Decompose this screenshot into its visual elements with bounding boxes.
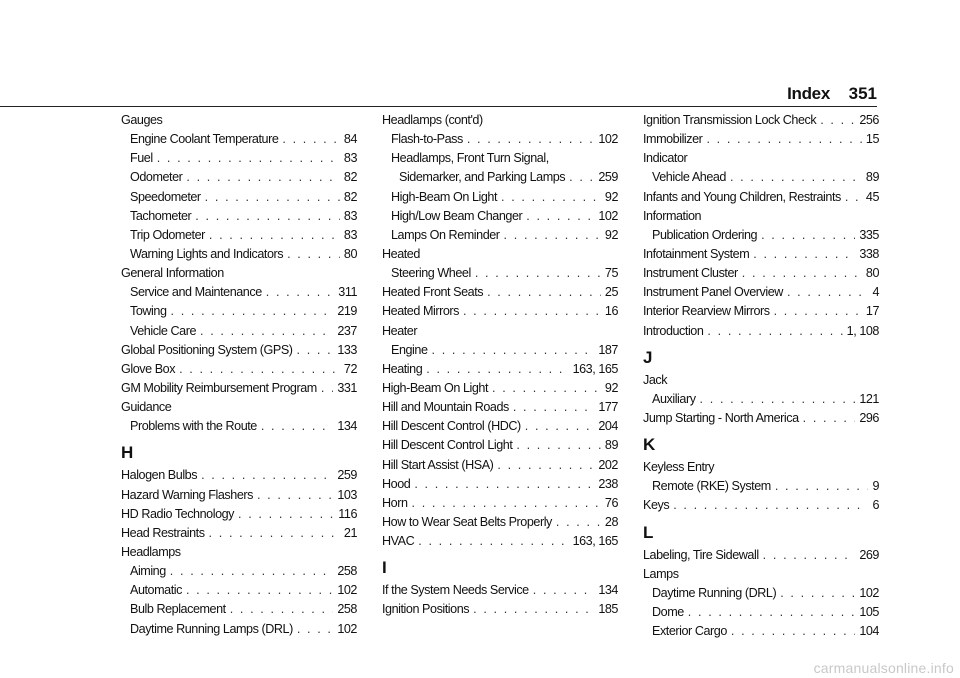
dot-leader	[569, 168, 594, 187]
dot-leader	[209, 524, 340, 543]
index-entry-text: Hill Descent Control (HDC)	[382, 419, 521, 434]
index-entry	[643, 149, 879, 168]
index-entry	[382, 532, 618, 551]
index-entry-text: Hill Start Assist (HSA)	[382, 457, 494, 472]
index-entry-text: Ignition Positions	[382, 602, 470, 617]
index-entry	[382, 149, 618, 168]
dot-leader	[688, 603, 856, 622]
index-entry	[643, 371, 879, 390]
dot-leader	[287, 245, 340, 264]
index-entry-text: Immobilizer	[643, 132, 703, 147]
index-entry	[382, 456, 618, 475]
dot-leader	[432, 341, 595, 360]
dot-leader	[731, 622, 855, 641]
index-entry	[121, 302, 357, 321]
index-entry	[382, 581, 618, 600]
dot-leader	[753, 245, 855, 264]
index-entry-page: 102	[337, 583, 357, 598]
index-entry-page: 92	[604, 189, 618, 204]
index-entry	[121, 130, 357, 149]
index-entry	[121, 341, 357, 360]
index-entry-text: High-Beam On Light	[391, 189, 498, 204]
index-entry-page: 237	[337, 323, 357, 338]
index-entry-text: Dome	[652, 604, 684, 619]
index-entry-text: Automatic	[130, 583, 182, 598]
index-entry-text: Fuel	[130, 151, 153, 166]
index-entry	[382, 513, 618, 532]
index-entry-page: 45	[865, 189, 879, 204]
index-entry-text: Jump Starting - North America	[643, 410, 799, 425]
index-letter-heading: I	[382, 558, 387, 578]
dot-leader	[463, 302, 601, 321]
index-entry-text: High/Low Beam Changer	[391, 208, 523, 223]
index-entry-page: 258	[337, 602, 357, 617]
index-entry-page: 92	[604, 227, 618, 242]
dot-leader	[492, 379, 601, 398]
index-entry-text: Flash-to-Pass	[391, 132, 463, 147]
index-entry	[121, 245, 357, 264]
index-entry-page: 105	[859, 604, 879, 619]
dot-leader	[761, 226, 855, 245]
index-entry	[643, 188, 879, 207]
index-entry	[382, 130, 618, 149]
index-entry-page: 269	[859, 547, 879, 562]
index-entry-page: 28	[604, 514, 618, 529]
index-entry-text: Instrument Panel Overview	[643, 285, 783, 300]
index-entry	[643, 130, 879, 149]
index-entry-page: 238	[598, 476, 618, 491]
dot-leader	[525, 417, 595, 436]
header-rule	[0, 106, 877, 107]
index-entry-page: 121	[859, 391, 879, 406]
index-entry	[643, 283, 879, 302]
index-letter-heading: K	[643, 435, 655, 455]
index-entry	[382, 475, 618, 494]
index-entry	[382, 379, 618, 398]
index-entry-text: Head Restraints	[121, 525, 205, 540]
index-entry-text: Speedometer	[130, 189, 201, 204]
index-entry	[382, 264, 618, 283]
dot-leader	[209, 226, 340, 245]
index-entry	[382, 494, 618, 513]
dot-leader	[157, 149, 340, 168]
dot-leader	[195, 207, 340, 226]
index-entry-text: Infants and Young Children, Restraints	[643, 189, 841, 204]
index-letter-heading: J	[643, 347, 653, 367]
index-entry-text: Indicator	[643, 151, 688, 166]
index-entry	[121, 360, 357, 379]
index-entry-text: Heated Front Seats	[382, 285, 484, 300]
index-entry-text: Jack	[643, 372, 668, 387]
index-entry	[382, 398, 618, 417]
dot-leader	[257, 486, 333, 505]
dot-leader	[533, 581, 595, 600]
section-title: Index	[787, 84, 830, 103]
index-entry-page: 83	[343, 151, 357, 166]
index-column-2	[382, 111, 618, 620]
index-entry-page: 103	[337, 487, 357, 502]
index-entry-text: Engine	[391, 342, 428, 357]
index-entry	[121, 600, 357, 619]
dot-leader	[261, 417, 333, 436]
page-header	[0, 84, 960, 106]
dot-leader	[730, 168, 862, 187]
index-entry-page: 80	[865, 266, 879, 281]
index-entry-text: Tachometer	[130, 208, 192, 223]
index-entry	[382, 302, 618, 321]
index-entry	[382, 417, 618, 436]
index-entry	[121, 581, 357, 600]
index-entry-text: General Information	[121, 266, 224, 281]
index-entry-page: 80	[343, 246, 357, 261]
index-entry-page: 82	[343, 170, 357, 185]
dot-leader	[763, 546, 856, 565]
index-entry-page: 16	[604, 304, 618, 319]
index-entry-page: 89	[604, 438, 618, 453]
dot-leader	[297, 341, 334, 360]
index-entry-text: Gauges	[121, 113, 163, 127]
dot-leader	[497, 456, 594, 475]
index-entry-text: Problems with the Route	[130, 419, 257, 434]
index-entry	[121, 226, 357, 245]
index-entry-page: 9	[872, 479, 879, 494]
index-entry	[382, 436, 618, 455]
index-entry	[121, 264, 357, 283]
index-entry-text: Hill and Mountain Roads	[382, 400, 509, 415]
index-entry-page: 84	[343, 132, 357, 147]
page-number: 351	[848, 84, 877, 103]
index-entry	[643, 390, 879, 409]
index-entry	[382, 188, 618, 207]
index-entry-page: 204	[598, 419, 618, 434]
index-entry-page: 134	[598, 583, 618, 598]
index-entry-text: Daytime Running Lamps (DRL)	[130, 621, 293, 636]
dot-leader	[238, 505, 334, 524]
index-entry	[382, 283, 618, 302]
index-entry-text: Hazard Warning Flashers	[121, 487, 253, 502]
index-entry-page: 17	[865, 304, 879, 319]
dot-leader	[171, 302, 334, 321]
index-entry-text: If the System Needs Service	[382, 583, 529, 598]
index-entry-text: Sidemarker, and Parking Lamps	[399, 170, 566, 185]
dot-leader	[473, 600, 594, 619]
index-entry	[121, 524, 357, 543]
index-entry	[643, 496, 879, 515]
index-entry-text: HVAC	[382, 534, 415, 549]
index-entry-text: Heater	[382, 323, 418, 338]
index-entry-text: Publication Ordering	[652, 227, 758, 242]
dot-leader	[467, 130, 594, 149]
index-entry-page: 311	[338, 285, 357, 300]
index-entry-page: 21	[343, 525, 357, 540]
index-entry-page: 133	[337, 342, 357, 357]
index-entry-page: 185	[598, 602, 618, 617]
index-entry-text: Halogen Bulbs	[121, 468, 198, 483]
index-entry-page: 259	[598, 170, 618, 185]
dot-leader	[475, 264, 601, 283]
dot-leader	[200, 322, 333, 341]
index-entry-page: 102	[859, 585, 879, 600]
index-entry-page: 102	[598, 208, 618, 223]
index-entry-text: Headlamps	[121, 544, 181, 559]
dot-leader	[774, 302, 862, 321]
index-entry-page: 134	[337, 419, 357, 434]
index-entry	[382, 600, 618, 619]
index-entry-page: 296	[859, 410, 879, 425]
index-entry	[121, 168, 357, 187]
index-entry	[121, 486, 357, 505]
index-entry-page: 1, 108	[846, 323, 879, 338]
index-entry	[121, 188, 357, 207]
index-entry	[121, 111, 357, 130]
dot-leader	[556, 513, 601, 532]
dot-leader	[707, 322, 842, 341]
index-entry-page: 104	[859, 624, 879, 639]
index-entry-text: Exterior Cargo	[652, 624, 727, 639]
index-entry	[643, 302, 879, 321]
dot-leader	[297, 620, 333, 639]
index-entry-page: 102	[598, 132, 618, 147]
dot-leader	[282, 130, 340, 149]
index-entry-text: Vehicle Ahead	[652, 170, 726, 185]
index-entry	[121, 379, 357, 398]
index-entry	[643, 322, 879, 341]
index-entry	[643, 111, 879, 130]
index-entry-text: Remote (RKE) System	[652, 479, 771, 494]
index-entry-text: High-Beam On Light	[382, 380, 489, 395]
index-entry	[382, 245, 618, 264]
index-entry-page: 76	[604, 495, 618, 510]
index-entry	[643, 207, 879, 226]
index-entry-text: Aiming	[130, 564, 166, 579]
index-entry-text: GM Mobility Reimbursement Program	[121, 380, 317, 395]
index-entry	[121, 322, 357, 341]
index-entry-page: 4	[872, 285, 879, 300]
dot-leader	[673, 496, 868, 515]
index-entry-text: Heated Mirrors	[382, 304, 459, 319]
dot-leader	[186, 581, 333, 600]
dot-leader	[414, 475, 594, 494]
index-entry	[121, 398, 357, 417]
index-entry-text: Auxiliary	[652, 391, 696, 406]
index-entry-text: Introduction	[643, 323, 704, 338]
index-entry	[121, 417, 357, 436]
index-entry-text: Hood	[382, 476, 411, 491]
index-entry	[121, 149, 357, 168]
index-entry-page: 256	[859, 113, 879, 127]
index-column-3	[643, 111, 879, 641]
index-entry-text: Headlamps, Front Turn Signal,	[391, 151, 549, 166]
index-entry-text: Bulb Replacement	[130, 602, 226, 617]
watermark: carmanualsonline.info	[813, 660, 954, 676]
index-entry-text: Horn	[382, 495, 408, 510]
index-entry-text: Trip Odometer	[130, 227, 205, 242]
index-entry-page: 163, 165	[572, 361, 618, 376]
index-entry-text: Global Positioning System (GPS)	[121, 342, 293, 357]
index-entry-text: Warning Lights and Indicators	[130, 246, 284, 261]
index-letter-heading: H	[121, 443, 133, 463]
index-entry-page: 25	[604, 285, 618, 300]
index-entry	[643, 546, 879, 565]
index-entry-page: 219	[337, 304, 357, 319]
dot-leader	[780, 584, 855, 603]
index-entry-page: 6	[872, 498, 879, 513]
index-entry	[382, 226, 618, 245]
index-entry-text: Odometer	[130, 170, 183, 185]
dot-leader	[742, 264, 862, 283]
index-entry-text: Vehicle Care	[130, 323, 197, 338]
index-entry	[121, 283, 357, 302]
dot-leader	[775, 477, 869, 496]
index-entry-page: 102	[337, 621, 357, 636]
dot-leader	[706, 130, 861, 149]
dot-leader	[321, 379, 334, 398]
dot-leader	[803, 409, 856, 428]
index-entry-page: 258	[337, 564, 357, 579]
index-entry	[643, 584, 879, 603]
dot-leader	[504, 226, 601, 245]
index-entry	[643, 168, 879, 187]
index-entry	[643, 477, 879, 496]
index-entry	[121, 562, 357, 581]
index-entry-text: Daytime Running (DRL)	[652, 585, 777, 600]
index-entry-text: Labeling, Tire Sidewall	[643, 547, 759, 562]
dot-leader	[787, 283, 869, 302]
index-entry-page: 187	[598, 342, 618, 357]
index-entry-text: Interior Rearview Mirrors	[643, 304, 770, 319]
index-entry-text: Keyless Entry	[643, 460, 715, 475]
index-entry-text: Instrument Cluster	[643, 266, 738, 281]
index-entry	[382, 360, 618, 379]
index-entry	[643, 409, 879, 428]
index-entry-page: 15	[865, 132, 879, 147]
index-entry-page: 259	[337, 468, 357, 483]
dot-leader	[426, 360, 568, 379]
index-entry-page: 89	[865, 170, 879, 185]
dot-leader	[516, 436, 600, 455]
index-entry-text: Lamps	[643, 566, 679, 581]
dot-leader	[412, 494, 601, 513]
index-entry-text: Engine Coolant Temperature	[130, 132, 279, 147]
index-entry	[121, 543, 357, 562]
index-entry	[121, 505, 357, 524]
index-entry-text: Hill Descent Control Light	[382, 438, 513, 453]
dot-leader	[179, 360, 340, 379]
dot-leader	[487, 283, 601, 302]
dot-leader	[266, 283, 334, 302]
index-entry-page: 116	[338, 506, 357, 521]
index-entry	[643, 458, 879, 477]
index-entry	[382, 168, 618, 187]
index-entry-text: Headlamps (cont'd)	[382, 113, 483, 127]
index-entry-page: 75	[604, 266, 618, 281]
index-entry	[382, 322, 618, 341]
index-entry	[643, 245, 879, 264]
index-entry-text: Glove Box	[121, 361, 176, 376]
dot-leader	[170, 562, 334, 581]
index-entry-text: Guidance	[121, 400, 172, 415]
dot-leader	[513, 398, 594, 417]
index-entry-page: 335	[859, 227, 879, 242]
index-entry-text: Keys	[643, 498, 670, 513]
index-entry-text: Ignition Transmission Lock Check	[643, 113, 817, 127]
index-entry-text: How to Wear Seat Belts Properly	[382, 514, 552, 529]
index-entry-text: Steering Wheel	[391, 266, 471, 281]
dot-leader	[526, 207, 594, 226]
index-entry-text: Service and Maintenance	[130, 285, 262, 300]
dot-leader	[501, 188, 601, 207]
dot-leader	[230, 600, 334, 619]
dot-leader	[201, 466, 333, 485]
index-entry	[121, 466, 357, 485]
index-entry	[643, 565, 879, 584]
index-entry-page: 177	[598, 400, 618, 415]
dot-leader	[820, 111, 855, 130]
index-entry-page: 92	[604, 380, 618, 395]
index-entry-text: Towing	[130, 304, 167, 319]
dot-leader	[700, 390, 856, 409]
index-entry	[382, 111, 618, 130]
index-entry	[382, 207, 618, 226]
index-entry-page: 202	[598, 457, 618, 472]
index-entry-page: 82	[343, 189, 357, 204]
index-entry	[643, 264, 879, 283]
index-entry-text: Heating	[382, 361, 423, 376]
index-entry-page: 338	[859, 246, 879, 261]
index-entry-text: Heated	[382, 246, 420, 261]
index-entry-text: Information	[643, 208, 702, 223]
index-entry	[643, 622, 879, 641]
dot-leader	[845, 188, 862, 207]
dot-leader	[205, 188, 340, 207]
index-entry-page: 83	[343, 208, 357, 223]
dot-leader	[418, 532, 568, 551]
index-entry-page: 83	[343, 227, 357, 242]
index-entry	[643, 603, 879, 622]
index-entry-page: 331	[337, 380, 357, 395]
index-entry-text: HD Radio Technology	[121, 506, 235, 521]
index-column-1	[121, 111, 357, 639]
index-entry	[382, 341, 618, 360]
index-entry	[121, 620, 357, 639]
index-entry-page: 72	[343, 361, 357, 376]
index-entry	[643, 226, 879, 245]
index-letter-heading: L	[643, 522, 653, 542]
index-entry	[121, 207, 357, 226]
dot-leader	[186, 168, 339, 187]
index-entry-text: Lamps On Reminder	[391, 227, 500, 242]
index-entry-text: Infotainment System	[643, 246, 750, 261]
index-entry-page: 163, 165	[572, 534, 618, 549]
